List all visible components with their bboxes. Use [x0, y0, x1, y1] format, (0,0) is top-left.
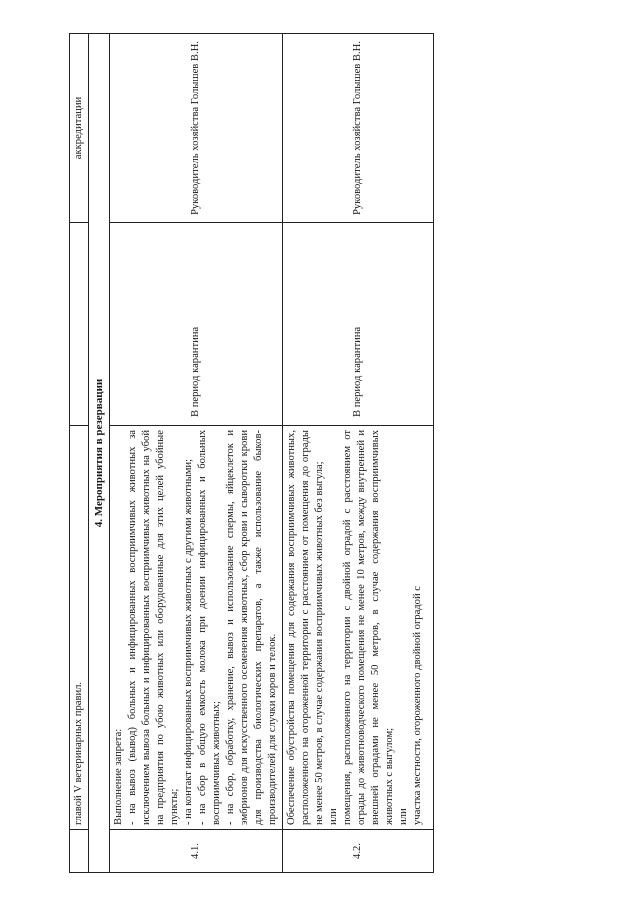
measure-paragraph: - на контакт инфицированных восприимчивых животных с другими животными; — [183, 458, 195, 825]
responsible-cell: Руководитель хозяйства Голышев В.Н. — [283, 34, 434, 223]
measure-paragraph: - на сбор в общую емкость молока при доении инфицированных и больных восприимчивых животных; — [197, 430, 223, 825]
empty-cell — [70, 223, 89, 426]
measure-paragraph: помещения, расположенного на территории с двойной оградой с расстоянием от ограды до животноводческого помещения не менее 10 метров, между внутренней и внешней оградами не менее 50 метров, в случае содержания восприимчивых животных с выгулом; — [341, 430, 395, 825]
empty-cell — [70, 830, 89, 873]
section-title: 4. Мероприятия в резервации — [88, 34, 110, 873]
measure-paragraph: или — [397, 808, 409, 825]
row-number: 4.1. — [110, 830, 283, 873]
measure-paragraph: Обеспечение обустройства помещения для содержания восприимчивых животных, расположенного на огороженной территории с расстоянием от помещения до ограды не менее 50 метров, в случае содержания восприимчивых животных без выгула; — [286, 430, 326, 825]
table-row — [88, 34, 110, 873]
measures-table — [69, 33, 434, 873]
rotated-table-content — [69, 33, 619, 873]
top-left-cell: главой V ветеринарных правил. — [70, 426, 89, 830]
measure-paragraph: Выполнение запрета: — [113, 728, 125, 825]
period-cell: В период карантина — [283, 223, 434, 426]
measure-text — [283, 426, 434, 830]
measure-paragraph: - на вывоз (вывод) больных и инфицированных восприимчивых животных за исключением вывоза больных и инфицированных восприимчивых животных на убой на предприятия по убою животных или оборудованные для этих целей убойные пункты; — [127, 430, 181, 825]
row-number: 4.2. — [283, 830, 434, 873]
table-row — [110, 34, 283, 873]
top-right-cell: аккредитации — [70, 34, 89, 223]
table-row — [70, 34, 89, 873]
measure-paragraph: участка местности, огороженного двойной оградой с — [411, 586, 423, 825]
period-cell: В период карантина — [110, 223, 283, 426]
rotated-table-frame — [69, 33, 619, 873]
responsible-cell: Руководитель хозяйства Голышев В.Н. — [110, 34, 283, 223]
measure-paragraph: - на сбор, обработку, хранение, вывоз и использование спермы, яйцеклеток и эмбрионов для искусственного осеменения животных, сбор крови и сыворотки крови для производства биологических препаратов, а также использование быков-производителей для случки коров и телок. — [225, 430, 279, 825]
measure-paragraph: или — [328, 808, 340, 825]
table-row — [283, 34, 434, 873]
measure-text — [110, 426, 283, 830]
